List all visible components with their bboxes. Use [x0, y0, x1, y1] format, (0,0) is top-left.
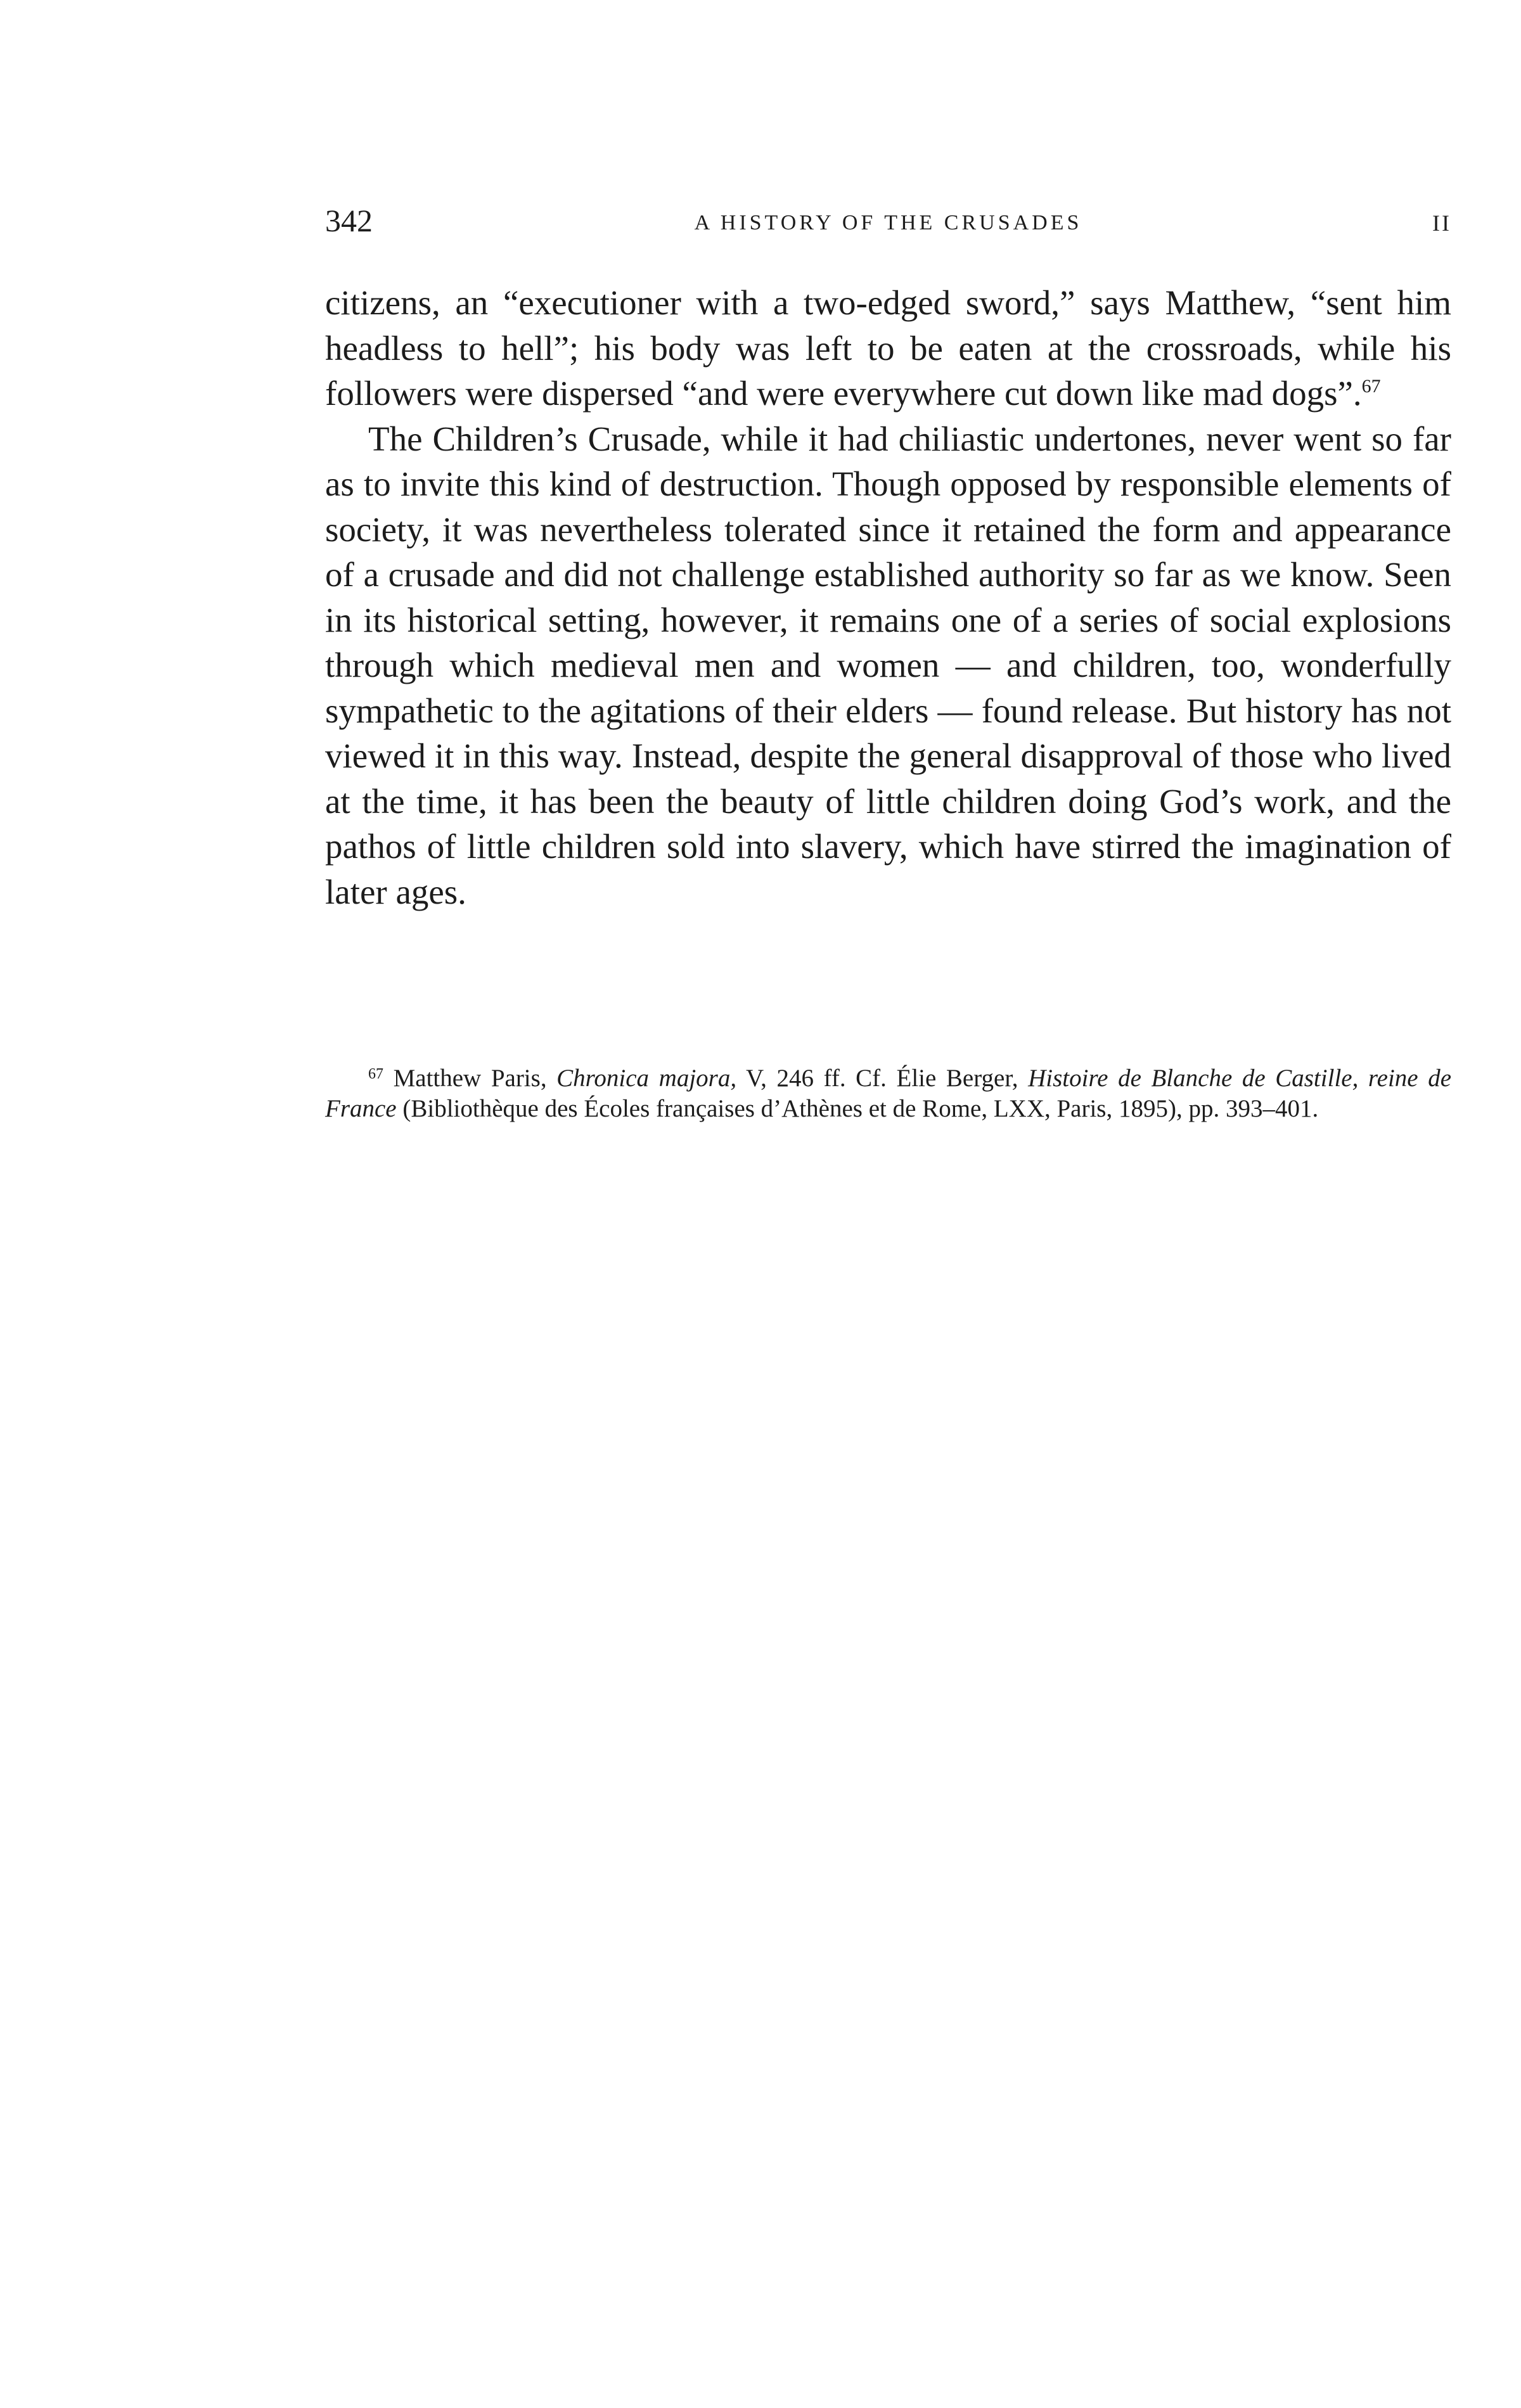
paragraph: [325, 416, 1451, 915]
footnote-work-title: Histoire de Blanche de Castille, reine de France: [325, 1065, 1452, 1122]
paragraph-text: The Children’s Crusade, while it had chiliastic undertones, never went so far as to invite this kind of destruction. Though opposed by responsible elements of society, it was nevertheless tolerated since it retained the form and appearance of a crusade and did not challenge established authority so far as we know. Seen in its historical setting, however, it remains one of a series of social explosions through which medieval men and women — and children, too, wonderfully sympathetic to the agitations of their elders — found release. But history has not viewed it in this way. Instead, despite the general disapproval of those who lived at the time, it has been the beauty of little children doing God’s work, and the pathos of little children sold into slavery, which have stirred the imagination of later ages.: [325, 419, 1451, 911]
paragraph-text: citizens, an “executioner with a two-edged sword,” says Matthew, “sent him headless to hell”; his body was left to be eaten at the crossroads, while his followers were dispersed “and were everywhere cut down like mad dogs”.: [325, 283, 1451, 413]
body-text: [325, 280, 1451, 914]
footnote: [325, 1063, 1451, 1124]
running-head: [325, 202, 1451, 240]
footnote-publication: (Bibliothèque des Écoles françaises d’Athènes et de Rome, LXX, Paris, 1895), pp. 393–401.: [402, 1095, 1319, 1122]
page-number: 342: [325, 203, 373, 238]
volume-number: II: [1432, 210, 1451, 236]
footnote-reference: 67: [1361, 376, 1381, 397]
footnote-author: Matthew Paris,: [393, 1065, 547, 1092]
running-title: A HISTORY OF THE CRUSADES: [694, 211, 1082, 234]
footnote-work-title: Chronica majora,: [556, 1065, 737, 1092]
footnote-number: 67: [368, 1066, 383, 1082]
footnote-reference-text: V, 246 ff. Cf. Élie Berger,: [745, 1065, 1018, 1092]
footnote-text: [325, 1063, 1451, 1124]
paragraph: [325, 280, 1451, 416]
